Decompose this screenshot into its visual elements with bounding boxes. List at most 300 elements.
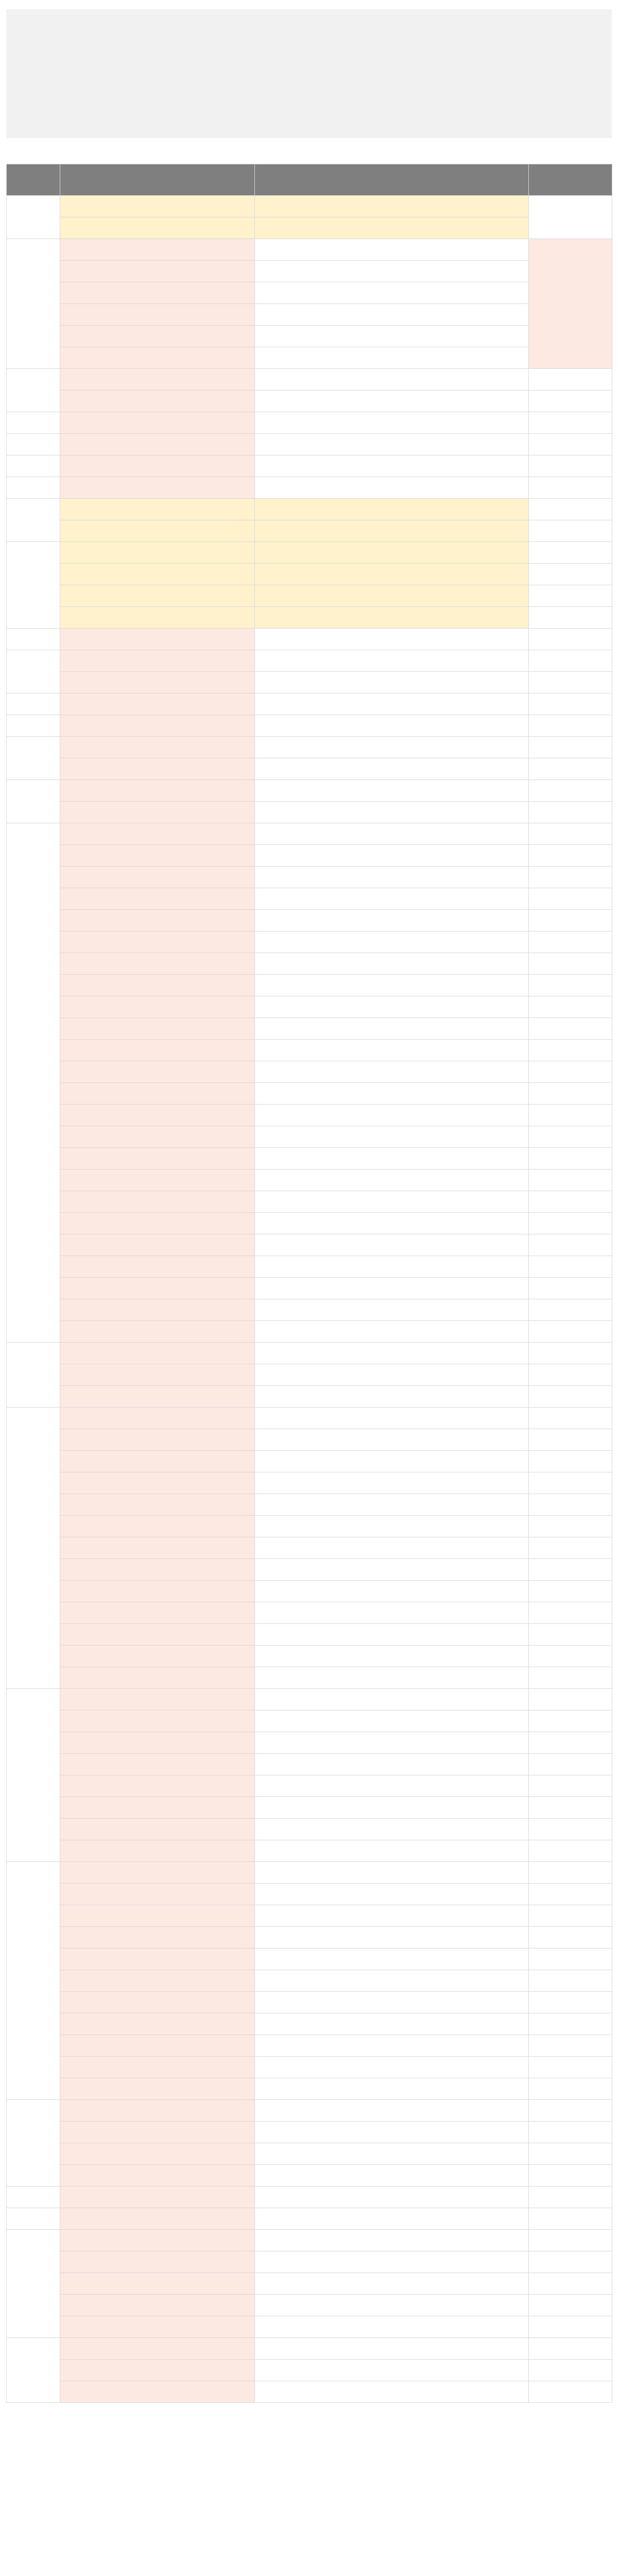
disease-cell <box>255 1429 529 1451</box>
disease-cell <box>255 239 529 261</box>
header-item <box>60 164 255 196</box>
item-cell <box>60 520 255 542</box>
item-cell <box>60 585 255 607</box>
table-row <box>7 1710 612 1732</box>
table-row <box>7 1429 612 1451</box>
item-cell <box>60 780 255 802</box>
item-cell <box>60 326 255 347</box>
table-row <box>7 1256 612 1278</box>
disease-cell <box>255 1040 529 1061</box>
disease-cell <box>255 1667 529 1689</box>
disease-cell <box>255 1386 529 1408</box>
basic-cell <box>529 1775 612 1797</box>
disease-cell <box>255 737 529 758</box>
table-row <box>7 1494 612 1516</box>
item-cell <box>60 1754 255 1775</box>
disease-cell <box>255 823 529 845</box>
table-row <box>7 1624 612 1646</box>
disease-cell <box>255 1884 529 1905</box>
table-row <box>7 1581 612 1602</box>
disease-cell <box>255 1472 529 1494</box>
item-cell <box>60 1386 255 1408</box>
item-cell <box>60 1472 255 1494</box>
item-cell <box>60 261 255 282</box>
item-cell <box>60 845 255 867</box>
disease-cell <box>255 2122 529 2143</box>
item-cell <box>60 737 255 758</box>
basic-cell <box>529 2273 612 2295</box>
disease-cell <box>255 1602 529 1624</box>
disease-cell <box>255 910 529 931</box>
disease-cell <box>255 2035 529 2057</box>
disease-cell <box>255 1126 529 1148</box>
table-row <box>7 607 612 629</box>
table-row <box>7 282 612 304</box>
table-row <box>7 1040 612 1061</box>
basic-cell <box>529 2078 612 2100</box>
table-row <box>7 1797 612 1819</box>
basic-cell <box>529 1256 612 1278</box>
item-cell <box>60 1148 255 1170</box>
disease-cell <box>255 412 529 434</box>
table-row <box>7 1732 612 1754</box>
disease-cell <box>255 1689 529 1710</box>
item-cell <box>60 217 255 239</box>
table-row <box>7 1364 612 1386</box>
table-row <box>7 2100 612 2122</box>
disease-cell <box>255 650 529 672</box>
basic-cell <box>529 1840 612 1862</box>
category-cell <box>7 693 60 715</box>
basic-cell <box>529 1992 612 2013</box>
basic-cell <box>529 1408 612 1429</box>
table-row <box>7 1602 612 1624</box>
basic-cell <box>529 1213 612 1234</box>
item-cell <box>60 2078 255 2100</box>
disease-cell <box>255 758 529 780</box>
basic-cell <box>529 477 612 499</box>
disease-cell <box>255 1840 529 1862</box>
table-row <box>7 1862 612 1884</box>
basic-cell <box>529 434 612 455</box>
table-row <box>7 802 612 823</box>
category-cell <box>7 455 60 477</box>
table-row <box>7 2360 612 2381</box>
item-cell <box>60 1213 255 1234</box>
item-cell <box>60 953 255 975</box>
table-row <box>7 1061 612 1083</box>
basic-cell <box>529 2316 612 2338</box>
table-row <box>7 693 612 715</box>
table-row <box>7 2187 612 2208</box>
item-cell <box>60 1408 255 1429</box>
table-row <box>7 975 612 996</box>
table-row <box>7 1299 612 1321</box>
basic-cell <box>529 412 612 434</box>
table-row <box>7 1278 612 1299</box>
item-cell <box>60 1667 255 1689</box>
category-cell <box>7 629 60 650</box>
category-cell <box>7 477 60 499</box>
table-row <box>7 1970 612 1992</box>
item-cell <box>60 1083 255 1105</box>
basic-cell <box>529 1148 612 1170</box>
disease-cell <box>255 1105 529 1126</box>
basic-cell <box>529 931 612 953</box>
table-row <box>7 1819 612 1840</box>
basic-cell <box>529 953 612 975</box>
basic-cell <box>529 1429 612 1451</box>
basic-cell <box>529 1494 612 1516</box>
basic-cell <box>529 1364 612 1386</box>
item-cell <box>60 823 255 845</box>
notes-box <box>6 9 612 138</box>
disease-cell <box>255 1278 529 1299</box>
basic-cell <box>529 1970 612 1992</box>
basic-cell <box>529 2230 612 2251</box>
table-row <box>7 888 612 910</box>
disease-cell <box>255 1559 529 1581</box>
disease-cell <box>255 2100 529 2122</box>
item-cell <box>60 1689 255 1710</box>
disease-cell <box>255 326 529 347</box>
table-row <box>7 261 612 282</box>
disease-cell <box>255 2057 529 2078</box>
table-row <box>7 391 612 412</box>
basic-cell <box>529 2057 612 2078</box>
disease-cell <box>255 1732 529 1754</box>
basic-cell <box>529 520 612 542</box>
item-cell <box>60 629 255 650</box>
basic-cell <box>529 1191 612 1213</box>
table-row <box>7 369 612 391</box>
disease-cell <box>255 1516 529 1537</box>
table-row <box>7 2078 612 2100</box>
basic-cell <box>529 1018 612 1040</box>
item-cell <box>60 931 255 953</box>
table-row <box>7 996 612 1018</box>
basic-cell <box>529 1754 612 1775</box>
item-cell <box>60 1646 255 1667</box>
item-cell <box>60 1321 255 1343</box>
table-row <box>7 1126 612 1148</box>
disease-cell <box>255 1710 529 1732</box>
item-cell <box>60 1905 255 1927</box>
item-cell <box>60 1105 255 1126</box>
disease-cell <box>255 2187 529 2208</box>
table-row <box>7 217 612 239</box>
basic-cell <box>529 758 612 780</box>
basic-cell <box>529 1948 612 1970</box>
item-cell <box>60 1581 255 1602</box>
item-cell <box>60 758 255 780</box>
item-cell <box>60 693 255 715</box>
basic-cell <box>529 845 612 867</box>
basic-cell <box>529 2360 612 2381</box>
item-cell <box>60 802 255 823</box>
item-cell <box>60 2273 255 2295</box>
basic-cell <box>529 2013 612 2035</box>
disease-cell <box>255 282 529 304</box>
disease-cell <box>255 1234 529 1256</box>
basic-cell <box>529 2381 612 2403</box>
table-row <box>7 2057 612 2078</box>
item-cell <box>60 2143 255 2165</box>
basic-cell <box>529 1126 612 1148</box>
disease-cell <box>255 347 529 369</box>
disease-cell <box>255 693 529 715</box>
disease-cell <box>255 1191 529 1213</box>
disease-cell <box>255 564 529 585</box>
category-cell <box>7 2187 60 2208</box>
category-cell <box>7 650 60 693</box>
choice-badge <box>529 239 612 369</box>
basic-cell <box>529 693 612 715</box>
basic-cell <box>529 2251 612 2273</box>
table-row <box>7 2316 612 2338</box>
disease-cell <box>255 369 529 391</box>
table-row <box>7 196 612 217</box>
item-cell <box>60 1927 255 1948</box>
basic-cell <box>529 1516 612 1537</box>
table-row <box>7 931 612 953</box>
disease-cell <box>255 715 529 737</box>
table-row <box>7 1170 612 1191</box>
basic-cell <box>529 1797 612 1819</box>
table-row <box>7 758 612 780</box>
item-cell <box>60 542 255 564</box>
basic-cell <box>529 455 612 477</box>
table-row <box>7 455 612 477</box>
basic-cell <box>529 672 612 693</box>
disease-cell <box>255 1494 529 1516</box>
item-cell <box>60 1170 255 1191</box>
basic-cell <box>529 2295 612 2316</box>
basic-cell <box>529 1624 612 1646</box>
category-cell <box>7 434 60 455</box>
basic-cell <box>529 391 612 412</box>
table-row <box>7 542 612 564</box>
item-cell <box>60 477 255 499</box>
table-row <box>7 2381 612 2403</box>
table-row <box>7 585 612 607</box>
disease-cell <box>255 542 529 564</box>
disease-cell <box>255 2360 529 2381</box>
disease-cell <box>255 1948 529 1970</box>
item-cell <box>60 1451 255 1472</box>
item-cell <box>60 1992 255 2013</box>
disease-cell <box>255 1213 529 1234</box>
basic-cell <box>529 1451 612 1472</box>
basic-cell <box>529 1299 612 1321</box>
table-row <box>7 2208 612 2230</box>
item-cell <box>60 2035 255 2057</box>
item-cell <box>60 1364 255 1386</box>
table-row <box>7 1472 612 1494</box>
disease-cell <box>255 672 529 693</box>
table-row <box>7 1775 612 1797</box>
basic-cell <box>529 369 612 391</box>
basic-cell <box>529 1927 612 1948</box>
item-cell <box>60 1018 255 1040</box>
basic-cell <box>529 629 612 650</box>
item-cell <box>60 2338 255 2360</box>
basic-cell <box>529 1905 612 1927</box>
disease-cell <box>255 1970 529 1992</box>
item-cell <box>60 650 255 672</box>
category-cell <box>7 2338 60 2403</box>
table-header <box>7 164 612 196</box>
item-cell <box>60 1732 255 1754</box>
category-cell <box>7 715 60 737</box>
table-row <box>7 2230 612 2251</box>
basic-cell <box>529 1581 612 1602</box>
disease-cell <box>255 931 529 953</box>
table-row <box>7 1408 612 1429</box>
category-cell <box>7 1408 60 1689</box>
basic-cell <box>529 1732 612 1754</box>
basic-cell <box>529 2122 612 2143</box>
basic-cell <box>529 2035 612 2057</box>
basic-cell <box>529 1170 612 1191</box>
disease-cell <box>255 2381 529 2403</box>
table-row <box>7 1840 612 1862</box>
disease-cell <box>255 1927 529 1948</box>
basic-cell <box>529 1537 612 1559</box>
category-cell <box>7 2230 60 2338</box>
disease-cell <box>255 2316 529 2338</box>
basic-cell <box>529 1061 612 1083</box>
basic-cell <box>529 1472 612 1494</box>
table-row <box>7 867 612 888</box>
disease-cell <box>255 1624 529 1646</box>
item-cell <box>60 1775 255 1797</box>
disease-cell <box>255 1364 529 1386</box>
basic-cell <box>529 196 612 239</box>
basic-cell <box>529 1386 612 1408</box>
disease-cell <box>255 888 529 910</box>
table-row <box>7 1559 612 1581</box>
header-basic <box>529 164 612 196</box>
item-cell <box>60 1970 255 1992</box>
item-cell <box>60 1602 255 1624</box>
item-cell <box>60 369 255 391</box>
item-cell <box>60 1948 255 1970</box>
disease-cell <box>255 1018 529 1040</box>
disease-cell <box>255 1148 529 1170</box>
item-cell <box>60 2251 255 2273</box>
table-row <box>7 1213 612 1234</box>
item-cell <box>60 2100 255 2122</box>
item-cell <box>60 715 255 737</box>
disease-cell <box>255 2143 529 2165</box>
category-cell <box>7 542 60 629</box>
item-cell <box>60 1494 255 1516</box>
disease-cell <box>255 607 529 629</box>
table-row <box>7 2251 612 2273</box>
disease-cell <box>255 1581 529 1602</box>
basic-cell <box>529 2187 612 2208</box>
disease-cell <box>255 2251 529 2273</box>
basic-cell <box>529 2143 612 2165</box>
disease-cell <box>255 780 529 802</box>
item-cell <box>60 1191 255 1213</box>
item-cell <box>60 1884 255 1905</box>
disease-cell <box>255 1408 529 1429</box>
basic-cell <box>529 650 612 672</box>
disease-cell <box>255 2295 529 2316</box>
basic-cell <box>529 715 612 737</box>
item-cell <box>60 282 255 304</box>
table-row <box>7 672 612 693</box>
category-cell <box>7 780 60 823</box>
item-cell <box>60 672 255 693</box>
table-row <box>7 715 612 737</box>
table-row <box>7 1234 612 1256</box>
disease-cell <box>255 1256 529 1278</box>
item-cell <box>60 1040 255 1061</box>
table-row <box>7 2035 612 2057</box>
basic-cell <box>529 888 612 910</box>
item-cell <box>60 1559 255 1581</box>
table-row <box>7 737 612 758</box>
table-row <box>7 239 612 261</box>
category-cell <box>7 369 60 412</box>
table-row <box>7 2143 612 2165</box>
item-cell <box>60 1840 255 1862</box>
item-cell <box>60 1126 255 1148</box>
table-row <box>7 2273 612 2295</box>
table-row <box>7 2338 612 2360</box>
table-row <box>7 1321 612 1343</box>
basic-cell <box>529 1234 612 1256</box>
category-cell <box>7 1689 60 1862</box>
item-cell <box>60 1061 255 1083</box>
basic-cell <box>529 607 612 629</box>
item-cell <box>60 2057 255 2078</box>
category-cell <box>7 2208 60 2230</box>
basic-cell <box>529 1040 612 1061</box>
table-row <box>7 304 612 326</box>
table-row <box>7 564 612 585</box>
basic-cell <box>529 1646 612 1667</box>
category-cell <box>7 239 60 369</box>
item-cell <box>60 975 255 996</box>
item-cell <box>60 1299 255 1321</box>
item-cell <box>60 2013 255 2035</box>
item-cell <box>60 607 255 629</box>
item-cell <box>60 564 255 585</box>
disease-cell <box>255 1862 529 1884</box>
table-row <box>7 650 612 672</box>
item-cell <box>60 304 255 326</box>
item-cell <box>60 2381 255 2403</box>
table-row <box>7 1948 612 1970</box>
table-row <box>7 953 612 975</box>
disease-cell <box>255 1754 529 1775</box>
item-cell <box>60 1256 255 1278</box>
disease-cell <box>255 196 529 217</box>
disease-cell <box>255 477 529 499</box>
basic-cell <box>529 564 612 585</box>
disease-cell <box>255 2338 529 2360</box>
item-cell <box>60 1234 255 1256</box>
disease-cell <box>255 2230 529 2251</box>
item-cell <box>60 2208 255 2230</box>
table-body <box>7 196 612 2403</box>
item-cell <box>60 196 255 217</box>
disease-cell <box>255 217 529 239</box>
